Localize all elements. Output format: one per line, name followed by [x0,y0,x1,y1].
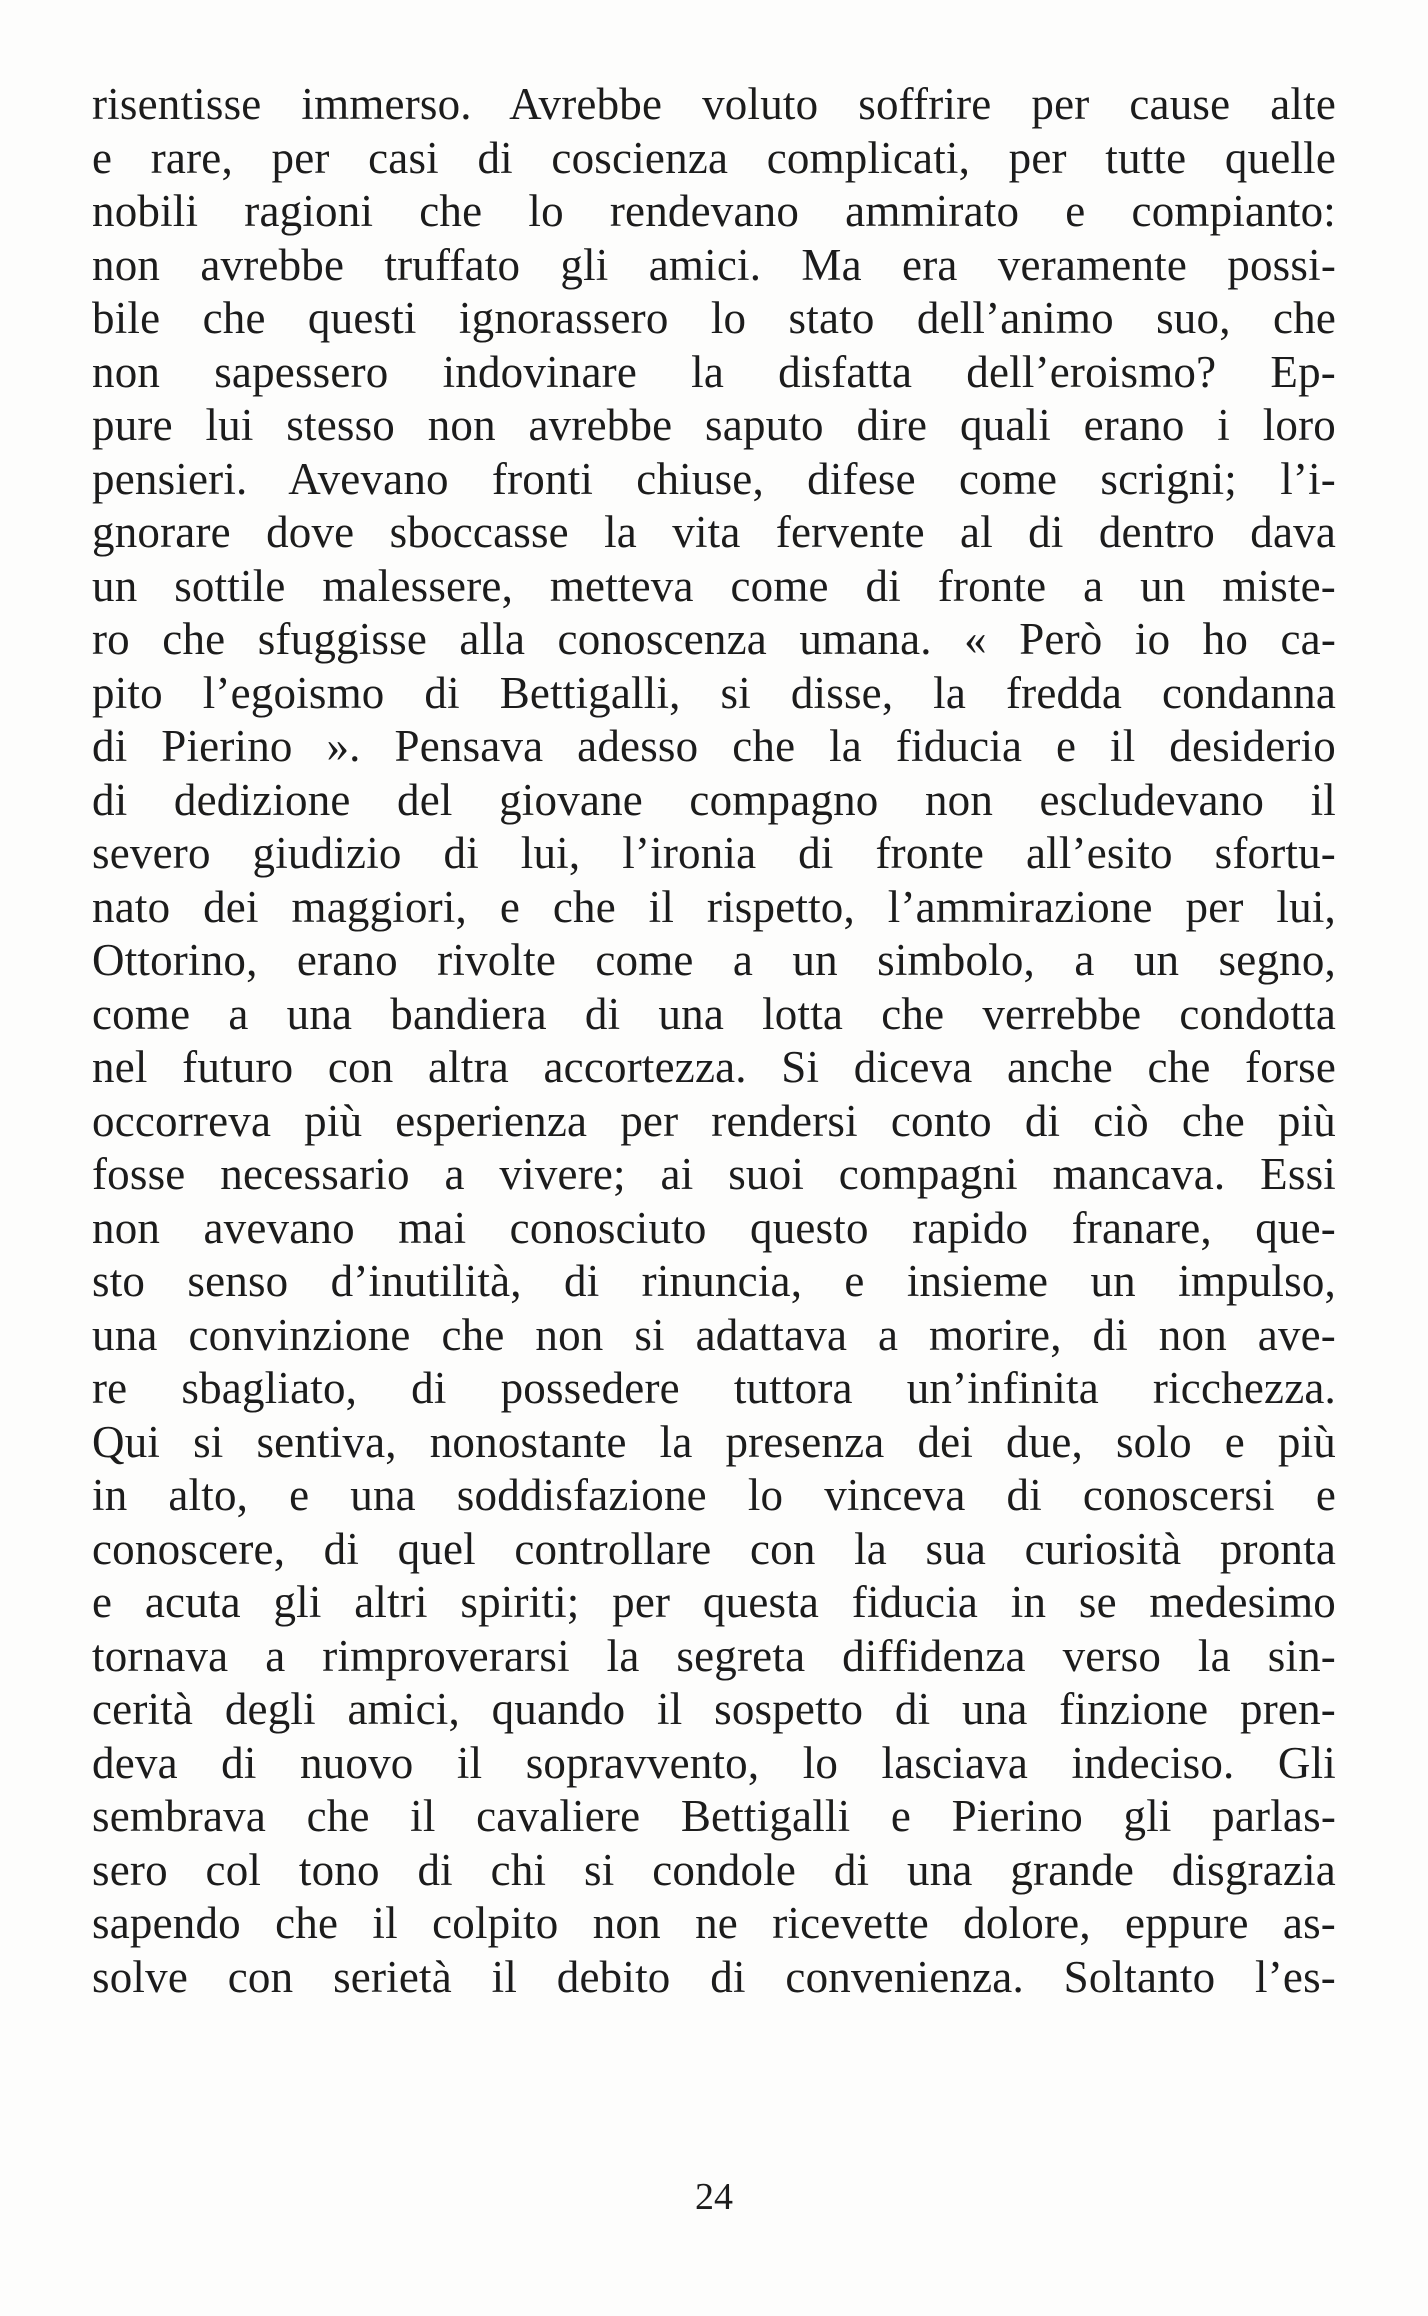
text-line: sembrava che il cavaliere Bettigalli e Pierino gli parlas- [92,1791,1336,1841]
text-line: bile che questi ignorassero lo stato dell’animo suo, che [92,293,1336,343]
text-line: pito l’egoismo di Bettigalli, si disse, la fredda condanna [92,667,1336,718]
text-line: solve con serietà il debito di convenienza. Soltanto l’es- [92,1951,1336,2002]
text-line: Ottorino, erano rivolte come a un simbolo, a un segno, [92,935,1336,985]
body-text [92,78,1336,2004]
text-line: come a una bandiera di una lotta che verrebbe condotta [92,988,1336,1039]
page-number: 24 [695,2176,733,2218]
text-line: tornava a rimproverarsi la segreta diffidenza verso la sin- [92,1630,1336,1681]
text-line: e acuta gli altri spiriti; per questa fiducia in se medesimo [92,1577,1336,1627]
text-line: una convinzione che non si adattava a morire, di non ave- [92,1309,1336,1360]
text-line: in alto, e una soddisfazione lo vinceva di conoscersi e [92,1470,1336,1520]
text-line: occorreva più esperienza per rendersi conto di ciò che più [92,1095,1336,1146]
text-line: di Pierino ». Pensava adesso che la fiducia e il desiderio [92,721,1336,771]
text-line: re sbagliato, di possedere tuttora un’infinita ricchezza. [92,1363,1336,1413]
text-line: deva di nuovo il sopravvento, lo lasciava indeciso. Gli [92,1737,1336,1788]
text-line: nobili ragioni che lo rendevano ammirato e compianto: [92,186,1336,236]
text-line: severo giudizio di lui, l’ironia di fronte all’esito sfortu- [92,828,1336,878]
text-line: di dedizione del giovane compagno non escludevano il [92,774,1336,825]
text-line: conoscere, di quel controllare con la sua curiosità pronta [92,1523,1336,1574]
text-line: pensieri. Avevano fronti chiuse, difese come scrigni; l’i- [92,453,1336,504]
text-line: sapendo che il colpito non ne ricevette dolore, eppure as- [92,1898,1336,1948]
text-line: sto senso d’inutilità, di rinuncia, e insieme un impulso, [92,1256,1336,1306]
text-line: gnorare dove sboccasse la vita fervente al di dentro dava [92,507,1336,557]
text-line: non sapessero indovinare la disfatta dell’eroismo? Ep- [92,346,1336,397]
text-line: ro che sfuggisse alla conoscenza umana. « Però io ho ca- [92,614,1336,664]
text-line: fosse necessario a vivere; ai suoi compagni mancava. Essi [92,1149,1336,1199]
text-line: cerità degli amici, quando il sospetto di una finzione pren- [92,1684,1336,1734]
text-line: un sottile malessere, metteva come di fronte a un miste- [92,560,1336,611]
text-line: non avrebbe truffato gli amici. Ma era veramente possi- [92,239,1336,290]
text-line: risentisse immerso. Avrebbe voluto soffrire per cause alte [92,79,1336,129]
text-line: non avevano mai conosciuto questo rapido franare, que- [92,1202,1336,1253]
text-line: Qui si sentiva, nonostante la presenza dei due, solo e più [92,1416,1336,1467]
text-line: nel futuro con altra accortezza. Si diceva anche che forse [92,1042,1336,1092]
text-line: e rare, per casi di coscienza complicati, per tutte quelle [92,132,1336,183]
text-line: pure lui stesso non avrebbe saputo dire quali erano i loro [92,400,1336,450]
text-line: nato dei maggiori, e che il rispetto, l’ammirazione per lui, [92,881,1336,932]
text-line: sero col tono di chi si condole di una grande disgrazia [92,1844,1336,1895]
